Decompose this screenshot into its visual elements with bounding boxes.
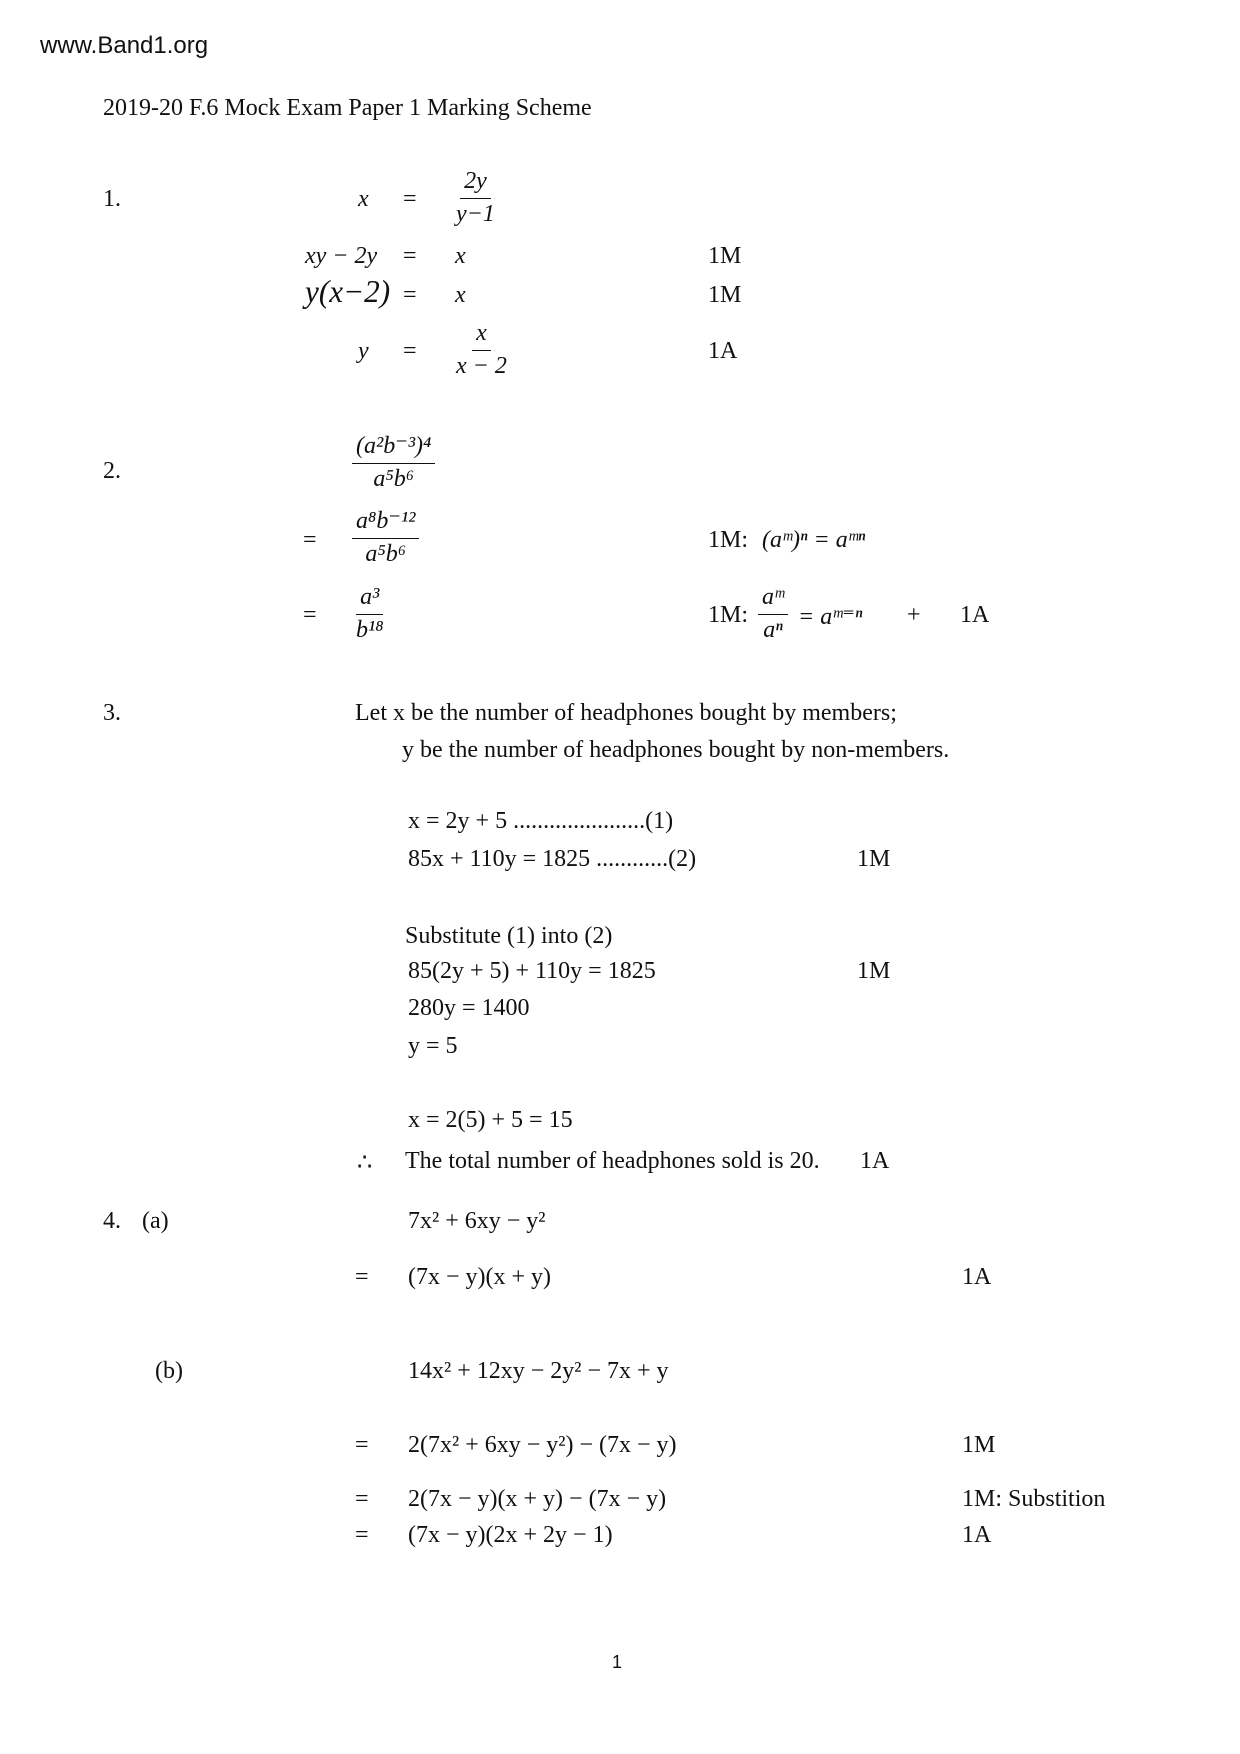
q4-number: 4. bbox=[103, 1208, 121, 1234]
q2-expr-den: a⁵b⁶ bbox=[373, 465, 415, 492]
q2-expr-num: (a²b⁻³)⁴ bbox=[352, 433, 435, 464]
q1-l4-den: x − 2 bbox=[456, 352, 507, 379]
q1-l2-lhs: xy − 2y bbox=[305, 243, 378, 269]
q2-s1-mark: 1M: bbox=[708, 527, 749, 553]
q4-b-step2: 2(7x − y)(x + y) − (7x − y) bbox=[408, 1486, 667, 1512]
q1-l1-den: y−1 bbox=[456, 200, 495, 227]
q1-l1-lhs: x bbox=[358, 186, 369, 212]
q3-eq2-mark: 1M bbox=[857, 846, 891, 872]
q4-part-a: (a) bbox=[142, 1208, 169, 1234]
q4-b-expr: 14x² + 12xy − 2y² − 7x + y bbox=[408, 1358, 669, 1384]
q2-s1-rule: (aᵐ)ⁿ = aᵐⁿ bbox=[762, 527, 866, 553]
page-number: 1 bbox=[612, 1652, 623, 1672]
q4-a-eq: = bbox=[355, 1264, 369, 1290]
q1-l2-rhs: x bbox=[455, 243, 466, 269]
q1-l4-lhs: y bbox=[358, 338, 369, 364]
q2-s2-eq: = bbox=[303, 602, 317, 628]
q3-eq1: x = 2y + 5 ......................(1) bbox=[408, 808, 674, 834]
q3-step1: 85(2y + 5) + 110y = 1825 bbox=[408, 958, 656, 984]
q3-step4: x = 2(5) + 5 = 15 bbox=[408, 1107, 573, 1133]
q2-s2-rule-num: aᵐ bbox=[758, 584, 788, 615]
q3-substitute: Substitute (1) into (2) bbox=[405, 923, 613, 949]
q1-l3-rhs: x bbox=[455, 282, 466, 308]
q2-s2-rule-den: aⁿ bbox=[763, 616, 783, 643]
q4-b-s2-eq: = bbox=[355, 1486, 369, 1512]
q1-l3-lhs bbox=[305, 274, 391, 309]
q1-number: 1. bbox=[103, 186, 121, 212]
q2-s2-num: a³ bbox=[356, 584, 383, 615]
q2-s2-den: b¹⁸ bbox=[356, 616, 384, 643]
page-title: 2019-20 F.6 Mock Exam Paper 1 Marking Scheme bbox=[103, 95, 592, 121]
q2-number: 2. bbox=[103, 458, 121, 484]
q3-step1-mark: 1M bbox=[857, 958, 891, 984]
q3-conclusion: The total number of headphones sold is 20. bbox=[405, 1148, 820, 1174]
site-url[interactable]: www.Band1.org bbox=[40, 32, 209, 59]
q3-eq2: 85x + 110y = 1825 ............(2) bbox=[408, 846, 697, 872]
q4-b-step3: (7x − y)(2x + 2y − 1) bbox=[408, 1522, 613, 1548]
q4-b-step3-mark: 1A bbox=[962, 1522, 992, 1548]
q2-s1-frac bbox=[352, 508, 419, 568]
q3-number: 3. bbox=[103, 700, 121, 726]
q3-conclusion-mark: 1A bbox=[860, 1148, 890, 1174]
q1-l4-mark: 1A bbox=[708, 338, 738, 364]
q2-s2-rule-frac bbox=[758, 584, 788, 644]
q1-l1-frac bbox=[452, 168, 499, 228]
q2-s2-plus: + bbox=[907, 602, 921, 628]
q2-s1-num: a⁸b⁻¹² bbox=[352, 508, 419, 539]
q1-l1-eq: = bbox=[403, 186, 417, 212]
q2-s2-rule-rhs: = aᵐ⁼ⁿ bbox=[798, 604, 863, 630]
q3-therefore: ∴ bbox=[357, 1150, 373, 1176]
q4-a-expr: 7x² + 6xy − y² bbox=[408, 1208, 546, 1234]
q1-l2-eq: = bbox=[403, 243, 417, 269]
q1-l3-lhs-text: y(x−2) bbox=[305, 274, 391, 309]
q4-b-s1-eq: = bbox=[355, 1432, 369, 1458]
q1-l3-eq: = bbox=[403, 282, 417, 308]
q3-let2: y be the number of headphones bought by non-members. bbox=[402, 737, 950, 763]
q1-l4-num: x bbox=[472, 320, 491, 351]
q1-l2-mark: 1M bbox=[708, 243, 742, 269]
q2-s1-den: a⁵b⁶ bbox=[365, 540, 407, 567]
q3-let1: Let x be the number of headphones bought by members; bbox=[355, 700, 897, 726]
q2-s2-mark: 1M: bbox=[708, 602, 749, 628]
q1-l4-eq: = bbox=[403, 338, 417, 364]
q4-b-step2-mark: 1M: Substition bbox=[962, 1486, 1106, 1512]
q1-l4-frac bbox=[452, 320, 511, 380]
q2-s2-mark2: 1A bbox=[960, 602, 990, 628]
q4-b-s3-eq: = bbox=[355, 1522, 369, 1548]
q4-a-mark: 1A bbox=[962, 1264, 992, 1290]
q4-b-step1: 2(7x² + 6xy − y²) − (7x − y) bbox=[408, 1432, 677, 1458]
q3-step3: y = 5 bbox=[408, 1033, 458, 1059]
q4-part-b: (b) bbox=[155, 1358, 183, 1384]
q1-l1-num: 2y bbox=[460, 168, 491, 199]
q2-s1-eq: = bbox=[303, 527, 317, 553]
q1-l3-mark: 1M bbox=[708, 282, 742, 308]
q4-a-result: (7x − y)(x + y) bbox=[408, 1264, 552, 1290]
q2-expr-frac bbox=[352, 433, 435, 493]
q4-b-step1-mark: 1M bbox=[962, 1432, 996, 1458]
q3-step2: 280y = 1400 bbox=[408, 995, 530, 1021]
q2-s2-frac bbox=[352, 584, 388, 644]
